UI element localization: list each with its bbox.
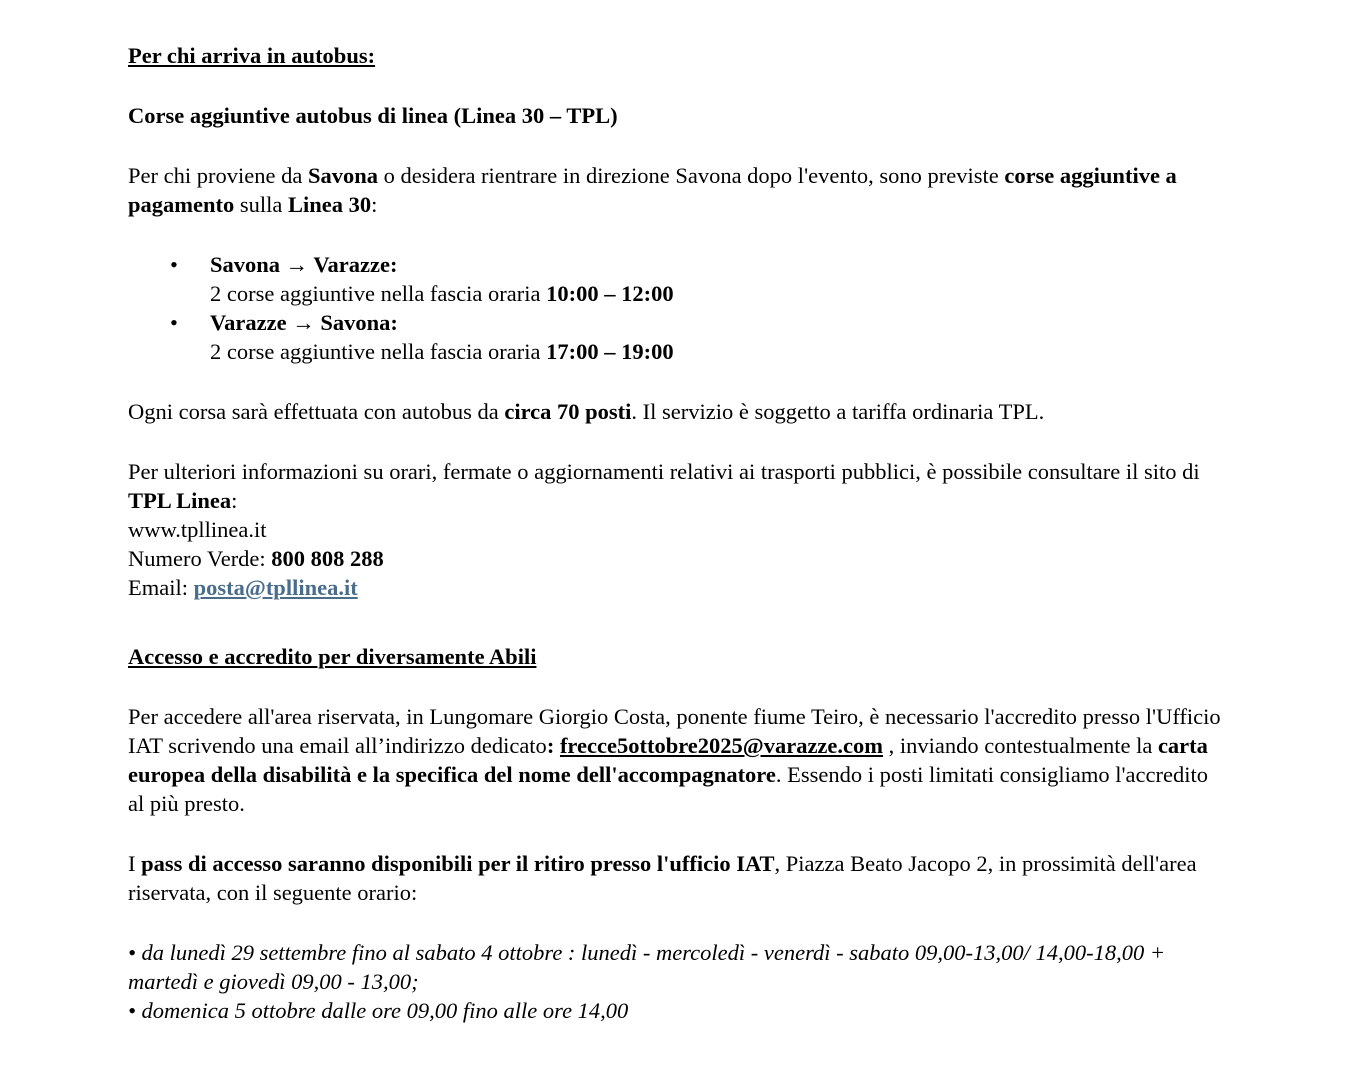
document-page xyxy=(128,41,1228,1025)
text-run: . Il servizio è soggetto a tariffa ordinaria TPL. xyxy=(631,399,1045,424)
text-run: : xyxy=(231,488,238,513)
list-item-route xyxy=(128,308,1228,366)
route-time: 10:00 – 12:00 xyxy=(546,281,674,306)
phone-number: 800 808 288 xyxy=(271,546,384,571)
bold-run: TPL Linea xyxy=(128,488,232,513)
route-title: Varazze → Savona: xyxy=(210,310,398,335)
text-run: sulla xyxy=(234,192,288,217)
bus-subheading-text: Corse aggiuntive autobus di linea (Linea 30 – TPL) xyxy=(128,103,618,128)
bus-capacity-paragraph xyxy=(128,397,1228,426)
text-run: Ogni corsa sarà effettuata con autobus da xyxy=(128,399,505,424)
email-label: Email: xyxy=(128,575,194,600)
pass-pickup-paragraph xyxy=(128,849,1228,907)
route-time: 17:00 – 19:00 xyxy=(546,339,674,364)
accessibility-paragraph xyxy=(128,702,1228,818)
schedule-line: • domenica 5 ottobre dalle ore 09,00 fino alle ore 14,00 xyxy=(128,998,629,1023)
tpl-website: www.tpllinea.it xyxy=(128,517,267,542)
bold-run: carta europea della disabilità e la specifica del nome dell'accompagnatore xyxy=(128,733,1208,787)
schedule-line: • da lunedì 29 settembre fino al sabato 4 ottobre : lunedì - mercoledì - venerdì - sabato 09,00-13,00/ 14,00-18,00 + martedì e giovedì 09,00 - 13,00; xyxy=(128,940,1166,994)
bold-run: Linea 30 xyxy=(288,192,372,217)
bold-run: circa 70 posti xyxy=(504,399,632,424)
route-text: 2 corse aggiuntive nella fascia oraria xyxy=(210,281,547,306)
text-run: : xyxy=(371,192,378,217)
text-run: Per chi proviene da xyxy=(128,163,308,188)
text-run: Per ulteriori informazioni su orari, fermate o aggiornamenti relativi ai trasporti pubblici, è possibile consultare il sito di xyxy=(128,459,1200,484)
route-text: 2 corse aggiuntive nella fascia oraria xyxy=(210,339,547,364)
bus-intro-paragraph xyxy=(128,161,1228,219)
bold-run: : xyxy=(546,733,560,758)
text-run: Per accedere all'area riservata, in Lungomare Giorgio Costa, ponente fiume Teiro, è necessario l'accredito presso l'Ufficio IAT scrivendo una email all’indirizzo dedicato xyxy=(128,704,1221,758)
route-title: Savona → Varazze: xyxy=(210,252,398,277)
bullet-icon: • xyxy=(170,310,178,335)
bold-run: Savona xyxy=(307,163,378,188)
text-run: , Piazza Beato Jacopo 2, in prossimità dell'area riservata, con il seguente orario: xyxy=(128,851,1197,905)
text-run: . Essendo i posti limitati consigliamo l'accredito al più presto. xyxy=(128,762,1208,816)
accreditation-email[interactable]: frecce5ottobre2025@varazze.com xyxy=(559,733,884,758)
accessibility-section-heading: Accesso e accredito per diversamente Abili xyxy=(128,644,537,669)
bold-run: pass di accesso saranno disponibili per il ritiro presso l'ufficio IAT xyxy=(141,851,775,876)
bus-section-heading: Per chi arriva in autobus: xyxy=(128,43,376,68)
text-run: I xyxy=(128,851,142,876)
bus-info-paragraph xyxy=(128,457,1228,602)
text-run: o desidera rientrare in direzione Savona dopo l'evento, sono previste xyxy=(377,163,1005,188)
bullet-icon: • xyxy=(170,252,178,277)
phone-label: Numero Verde: xyxy=(128,546,272,571)
text-run: , inviando contestualmente la xyxy=(883,733,1158,758)
bus-subheading xyxy=(128,101,1228,130)
bold-run: corse aggiuntive a pagamento xyxy=(128,163,1177,217)
list-item-route xyxy=(128,250,1228,308)
tpl-email-link[interactable]: posta@tpllinea.it xyxy=(193,575,358,600)
bus-routes-list xyxy=(128,250,1228,366)
